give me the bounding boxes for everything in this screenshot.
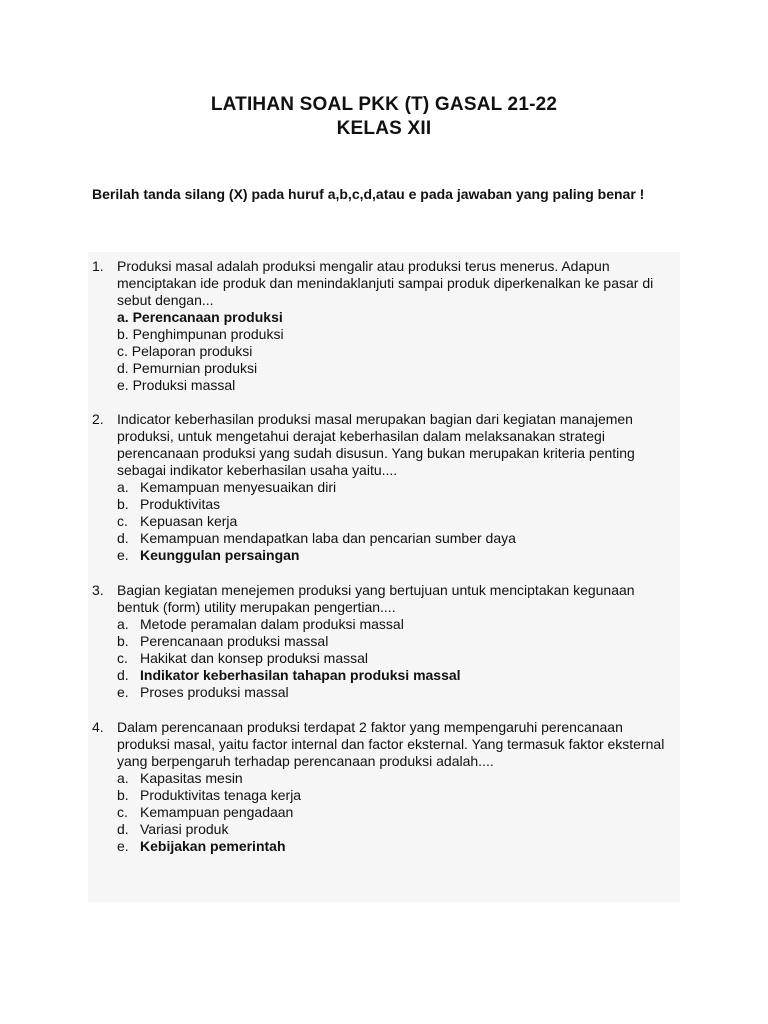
instruction-text: Berilah tanda silang (X) pada huruf a,b,c,d,atau e pada jawaban yang paling benar ! — [92, 186, 645, 202]
option-letter: b. — [117, 787, 129, 803]
option-text: Pelaporan produksi — [131, 343, 253, 359]
option-letter: a. — [117, 309, 129, 325]
option-b[interactable] — [117, 496, 677, 513]
question-text: Produksi masal adalah produksi mengalir atau produksi terus menerus. Adapun menciptakan ide produk dan menindaklanjuti sampai produk diperkenalkan ke pasar di sebut dengan... — [117, 258, 654, 308]
option-text: Hakikat dan konsep produksi massal — [140, 650, 369, 666]
option-list — [117, 616, 677, 701]
option-letter: e. — [117, 377, 129, 393]
option-a[interactable] — [117, 309, 677, 326]
option-letter: d. — [117, 667, 129, 683]
option-text: Proses produksi massal — [140, 684, 289, 700]
option-c[interactable] — [117, 343, 677, 360]
option-letter: a. — [117, 616, 129, 632]
option-d[interactable] — [117, 360, 677, 377]
option-text: Produktivitas — [140, 496, 221, 512]
option-text: Kapasitas mesin — [140, 770, 243, 786]
question-number: 1. — [92, 258, 104, 274]
option-letter: c. — [117, 513, 128, 529]
option-letter: a. — [117, 770, 129, 786]
question-number: 4. — [92, 719, 104, 735]
option-d[interactable] — [117, 530, 677, 547]
option-letter: c. — [117, 650, 128, 666]
option-d[interactable] — [117, 667, 677, 684]
option-list — [117, 770, 677, 855]
option-b[interactable] — [117, 326, 677, 343]
document-title: LATIHAN SOAL PKK (T) GASAL 21-22 — [210, 94, 558, 115]
option-text: Perencanaan produksi massal — [140, 633, 329, 649]
option-c[interactable] — [117, 650, 677, 667]
option-b[interactable] — [117, 787, 677, 804]
option-text: Kemampuan mendapatkan laba dan pencarian sumber daya — [140, 530, 516, 546]
option-text: Produktivitas tenaga kerja — [140, 787, 302, 803]
question-number: 3. — [92, 582, 104, 598]
option-e[interactable] — [117, 377, 677, 394]
option-e[interactable] — [117, 838, 677, 855]
option-text: Indikator keberhasilan tahapan produksi massal — [140, 667, 461, 683]
option-text: Perencanaan produksi — [132, 309, 283, 325]
option-a[interactable] — [117, 616, 677, 633]
option-letter: b. — [117, 326, 129, 342]
option-text: Variasi produk — [140, 821, 229, 837]
question-text: Bagian kegiatan menejemen produksi yang bertujuan untuk menciptakan kegunaan bentuk (form) utility merupakan pengertian.... — [117, 582, 635, 615]
option-text: Metode peramalan dalam produksi massal — [140, 616, 404, 632]
option-d[interactable] — [117, 821, 677, 838]
option-letter: c. — [117, 343, 128, 359]
option-letter: e. — [117, 547, 129, 563]
option-letter: b. — [117, 496, 129, 512]
option-letter: d. — [117, 821, 129, 837]
option-letter: e. — [117, 684, 129, 700]
option-text: Kepuasan kerja — [140, 513, 238, 529]
option-text: Kemampuan menyesuaikan diri — [140, 479, 337, 495]
option-text: Kemampuan pengadaan — [140, 804, 294, 820]
option-c[interactable] — [117, 513, 677, 530]
question-text: Indicator keberhasilan produksi masal merupakan bagian dari kegiatan manajemen produksi, untuk mengetahui derajat keberhasilan dalam melaksanakan strategi perencanaan produksi yang sudah disusun. Yang bukan merupakan kriteria penting sebagai indikator keberhasilan usaha yaitu.... — [117, 411, 635, 478]
option-a[interactable] — [117, 479, 677, 496]
option-letter: b. — [117, 633, 129, 649]
option-b[interactable] — [117, 633, 677, 650]
option-a[interactable] — [117, 770, 677, 787]
option-text: Penghimpunan produksi — [132, 326, 284, 342]
question-text: Dalam perencanaan produksi terdapat 2 faktor yang mempengaruhi perencanaan produksi masal, yaitu factor internal dan factor eksternal. Yang termasuk faktor eksternal yang berpengaruh terhadap perencanaan produksi adalah.... — [117, 719, 665, 769]
option-letter: d. — [117, 360, 129, 376]
option-c[interactable] — [117, 804, 677, 821]
question-number: 2. — [92, 411, 104, 427]
document-subtitle: KELAS XII — [336, 118, 432, 139]
option-list — [117, 479, 677, 564]
option-text: Kebijakan pemerintah — [140, 838, 286, 854]
option-e[interactable] — [117, 684, 677, 701]
option-text: Produksi massal — [132, 377, 236, 393]
option-text: Pemurnian produksi — [132, 360, 258, 376]
option-letter: c. — [117, 804, 128, 820]
option-e[interactable] — [117, 547, 677, 564]
option-list — [117, 309, 677, 394]
option-letter: e. — [117, 838, 129, 854]
option-text: Keunggulan persaingan — [140, 547, 300, 563]
option-letter: a. — [117, 479, 129, 495]
option-letter: d. — [117, 530, 129, 546]
